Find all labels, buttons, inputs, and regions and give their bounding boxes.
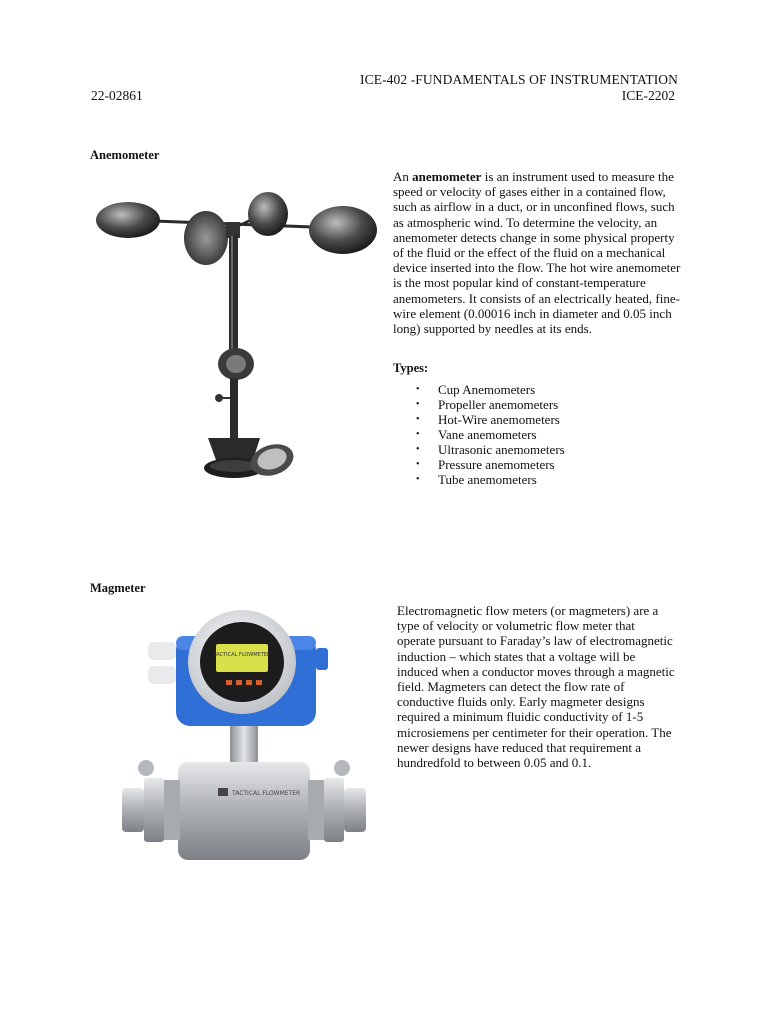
bullet-icon: •	[416, 444, 420, 455]
bullet-icon: •	[416, 414, 420, 425]
list-item: • Ultrasonic anemometers	[416, 442, 565, 457]
section-code: ICE-2202	[621, 88, 675, 103]
list-item: • Propeller anemometers	[416, 397, 559, 412]
anemometer-heading: Anemometer	[90, 148, 160, 162]
list-item: • Tube anemometers	[416, 472, 537, 487]
list-item: • Vane anemometers	[416, 427, 537, 442]
anemometer-description: An anemometer is an instrument used to measure the speed or velocity of gases either in a contained flow, such as airflow in a duct, or in unconfined flows, such as atmospheric wind. To determine the velocity, an anemometer detects change in some physical property of the fluid or the effect of the fluid on a mechanical device inserted into the flow. The hot wire anemometer is the most popular kind of constant-temperature anemometers. It consists of an electrically heated, fine-wire element (0.00016 inch in diameter and 0.05 inch long) supported by needles at its ends.	[393, 169, 681, 337]
list-item: • Cup Anemometers	[416, 382, 536, 397]
magmeter-heading: Magmeter	[90, 581, 146, 595]
types-heading: Types:	[393, 361, 429, 375]
bullet-icon: •	[416, 429, 420, 440]
list-item: • Hot-Wire anemometers	[416, 412, 560, 427]
device-brand-text: TACTICAL FLOWMETER	[232, 790, 301, 797]
display-brand-text: TACTICAL FLOWMETER	[213, 652, 271, 658]
bullet-icon: •	[416, 399, 420, 410]
list-item: • Pressure anemometers	[416, 457, 555, 472]
course-title: ICE-402 -FUNDAMENTALS OF INSTRUMENTATION	[360, 72, 678, 87]
student-id: 22-02861	[91, 88, 143, 103]
magmeter-description: Electromagnetic flow meters (or magmeters) are a type of velocity or volumetric flow meter that operate pursuant to Faraday’s law of electromagnetic induction – which states that a voltage will be induced when a conductor moves through a magnetic field. Magmeters can detect the flow rate of conductive fluids only. Early magmeter designs required a minimum fluidic conductivity of 1-5 microsiemens per centimeter for their operation. The newer designs have reduced that requirement a hundredfold to between 0.05 and 0.1.	[397, 603, 675, 771]
magmeter-photo	[118, 602, 370, 868]
bullet-icon: •	[416, 459, 420, 470]
anemometer-term: anemometer	[412, 169, 482, 184]
bullet-icon: •	[416, 384, 420, 395]
bullet-icon: •	[416, 474, 420, 485]
anemometer-photo	[88, 170, 378, 488]
anemometer-types-list	[416, 382, 565, 487]
